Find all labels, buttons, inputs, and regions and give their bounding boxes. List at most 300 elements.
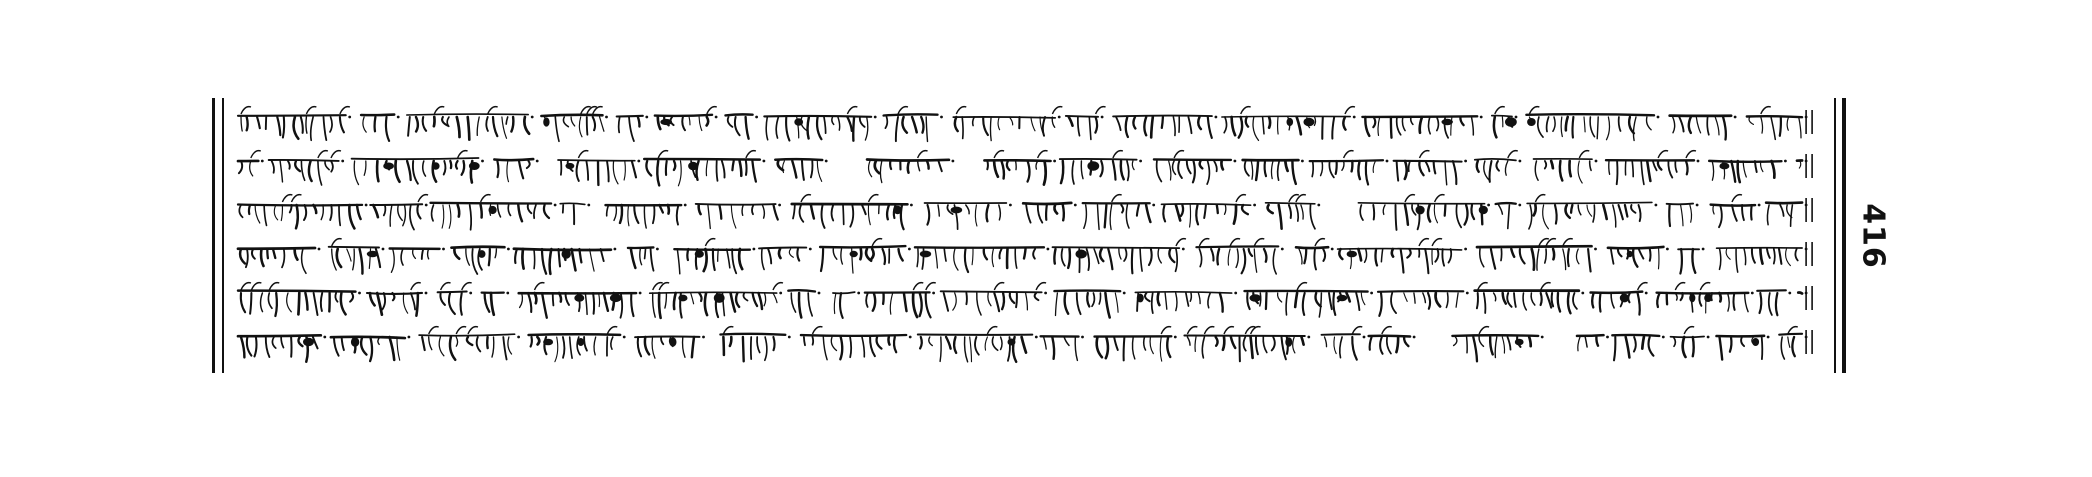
ink-stroke bbox=[1112, 195, 1122, 202]
ink-stroke bbox=[1334, 337, 1336, 354]
ink-stroke bbox=[1113, 161, 1116, 180]
ink-stroke bbox=[898, 107, 908, 114]
ink-stroke bbox=[354, 161, 358, 185]
ink-stroke bbox=[1108, 249, 1112, 269]
ink-stroke bbox=[1100, 161, 1102, 176]
ink-stroke bbox=[987, 205, 989, 221]
ink-stroke bbox=[800, 205, 804, 222]
ink-stroke bbox=[613, 161, 618, 184]
ink-stroke bbox=[1121, 205, 1123, 213]
ink-stroke bbox=[645, 116, 648, 119]
ink-stroke bbox=[1744, 249, 1746, 265]
ink-stroke bbox=[926, 283, 936, 290]
ink-stroke bbox=[791, 293, 795, 312]
ink-stroke bbox=[1310, 205, 1315, 229]
ink-stroke bbox=[1358, 249, 1361, 260]
ink-stroke bbox=[376, 249, 380, 267]
ink-stroke bbox=[678, 295, 687, 302]
ink-stroke bbox=[860, 249, 861, 259]
ink-stroke bbox=[332, 249, 337, 270]
ink-stroke bbox=[872, 239, 882, 246]
ink-stroke bbox=[1603, 205, 1606, 219]
ink-stroke bbox=[1352, 337, 1357, 360]
ink-stroke bbox=[1336, 161, 1337, 174]
ink-stroke bbox=[1573, 293, 1577, 309]
ink-stroke bbox=[432, 205, 434, 221]
ink-stroke bbox=[722, 161, 725, 178]
ink-stroke bbox=[1365, 117, 1369, 136]
ink-stroke bbox=[1139, 160, 1142, 163]
ink-stroke bbox=[1402, 117, 1405, 131]
ink-stroke bbox=[779, 249, 781, 258]
ink-stroke bbox=[972, 249, 973, 265]
ink-stroke bbox=[935, 249, 937, 268]
ink-stroke bbox=[563, 117, 568, 127]
ink-stroke bbox=[1645, 292, 1648, 295]
ink-stroke bbox=[1265, 161, 1266, 176]
ink-stroke bbox=[1337, 295, 1348, 301]
ink-stroke bbox=[1771, 117, 1775, 139]
ink-stroke bbox=[820, 246, 905, 247]
ink-stroke bbox=[1007, 161, 1010, 170]
ink-stroke bbox=[1553, 249, 1554, 259]
ink-stroke bbox=[1060, 159, 1137, 160]
ink-stroke bbox=[1529, 337, 1531, 346]
ink-stroke bbox=[762, 249, 764, 270]
ink-stroke bbox=[992, 249, 993, 267]
ink-stroke bbox=[1594, 248, 1597, 251]
ink-stroke bbox=[1234, 160, 1237, 163]
ink-stroke bbox=[1296, 195, 1306, 202]
ink-stroke bbox=[1245, 327, 1255, 334]
ink-stroke bbox=[1199, 239, 1209, 246]
ink-stroke bbox=[1436, 293, 1441, 306]
ink-stroke bbox=[1499, 205, 1503, 214]
ink-stroke bbox=[1286, 293, 1287, 315]
ink-stroke bbox=[1217, 205, 1218, 213]
ink-stroke bbox=[1681, 205, 1683, 226]
ink-stroke bbox=[314, 293, 318, 315]
ink-stroke bbox=[718, 249, 719, 261]
ink-stroke bbox=[994, 283, 1004, 290]
ink-stroke bbox=[880, 161, 881, 183]
ink-stroke bbox=[801, 117, 807, 131]
ink-stroke bbox=[840, 337, 842, 359]
ink-stroke bbox=[723, 337, 724, 355]
ink-stroke bbox=[365, 204, 368, 207]
ink-stroke bbox=[241, 107, 251, 114]
ink-stroke bbox=[1317, 204, 1320, 207]
ink-stroke bbox=[1641, 161, 1644, 184]
ink-stroke bbox=[732, 161, 733, 170]
ink-stroke bbox=[1289, 205, 1291, 218]
ink-stroke bbox=[731, 205, 736, 228]
ink-stroke bbox=[899, 249, 903, 261]
ink-stroke bbox=[1558, 293, 1560, 312]
ink-stroke bbox=[1292, 161, 1295, 184]
ink-stroke bbox=[1342, 161, 1344, 170]
ink-stroke bbox=[472, 249, 477, 274]
ink-stroke bbox=[352, 158, 479, 159]
ink-stroke bbox=[706, 161, 707, 176]
ink-stroke bbox=[1332, 117, 1334, 139]
ink-stroke bbox=[1054, 205, 1057, 214]
ink-stroke bbox=[929, 337, 933, 346]
ink-stroke bbox=[1617, 161, 1618, 184]
ink-stroke bbox=[1068, 249, 1070, 268]
ink-stroke bbox=[773, 337, 774, 350]
ink-stroke bbox=[1285, 161, 1287, 171]
ink-stroke bbox=[1043, 117, 1045, 136]
ink-stroke bbox=[1312, 161, 1313, 177]
ink-stroke bbox=[390, 337, 395, 360]
ink-stroke bbox=[401, 249, 403, 265]
ink-stroke bbox=[1224, 327, 1234, 334]
ink-stroke bbox=[239, 205, 242, 217]
ink-stroke bbox=[1287, 118, 1294, 126]
ink-stroke bbox=[1391, 117, 1392, 138]
ink-stroke bbox=[1094, 249, 1099, 263]
ink-stroke bbox=[644, 159, 760, 160]
ink-stroke bbox=[1749, 117, 1753, 124]
handwriting-strokes-1 bbox=[232, 104, 1826, 145]
ink-stroke bbox=[1137, 205, 1139, 216]
ink-stroke bbox=[717, 161, 718, 181]
ink-stroke bbox=[621, 293, 623, 318]
ink-stroke bbox=[909, 336, 912, 339]
ink-stroke bbox=[560, 203, 585, 204]
ink-stroke bbox=[586, 161, 588, 180]
ink-stroke bbox=[1074, 204, 1077, 207]
ink-stroke bbox=[1221, 161, 1222, 169]
ink-stroke bbox=[347, 249, 351, 261]
ink-stroke bbox=[452, 247, 505, 248]
ink-stroke bbox=[1062, 249, 1065, 266]
ink-stroke bbox=[804, 337, 805, 345]
ink-stroke bbox=[658, 117, 661, 129]
ink-stroke bbox=[1766, 203, 1802, 204]
ink-stroke bbox=[1779, 249, 1781, 264]
ink-stroke bbox=[1726, 249, 1730, 259]
ink-stroke bbox=[1699, 293, 1701, 306]
ink-stroke bbox=[1065, 293, 1069, 314]
ink-stroke bbox=[1494, 117, 1497, 137]
ink-stroke bbox=[1196, 205, 1198, 224]
ink-stroke bbox=[607, 327, 617, 334]
ink-stroke bbox=[238, 291, 356, 292]
ink-stroke bbox=[528, 205, 532, 213]
ink-stroke bbox=[1087, 293, 1089, 307]
ink-stroke bbox=[422, 337, 425, 350]
ink-stroke bbox=[1370, 292, 1373, 295]
ink-stroke bbox=[631, 293, 633, 316]
ink-stroke bbox=[1543, 205, 1549, 229]
ink-stroke bbox=[1176, 205, 1180, 221]
ink-stroke bbox=[1187, 337, 1190, 345]
ink-stroke bbox=[1304, 118, 1315, 127]
handwriting-strokes-6 bbox=[232, 324, 1826, 365]
ink-stroke bbox=[418, 195, 428, 202]
ink-stroke bbox=[1508, 337, 1511, 350]
ink-stroke bbox=[1419, 239, 1429, 246]
ink-stroke bbox=[1066, 116, 1098, 117]
manuscript-line-4 bbox=[232, 236, 1826, 277]
ink-stroke bbox=[1596, 337, 1598, 346]
ink-stroke bbox=[1505, 117, 1517, 126]
handwriting-strokes-3 bbox=[232, 192, 1826, 233]
ink-stroke bbox=[768, 249, 771, 263]
ink-stroke bbox=[298, 293, 299, 314]
ink-stroke bbox=[1124, 337, 1125, 360]
ink-stroke bbox=[1684, 327, 1694, 334]
ink-stroke bbox=[1578, 161, 1582, 183]
ink-stroke bbox=[1671, 337, 1705, 338]
ink-stroke bbox=[1526, 114, 1654, 115]
ink-stroke bbox=[970, 337, 972, 362]
ink-stroke bbox=[1321, 161, 1323, 176]
ink-stroke bbox=[1578, 205, 1581, 215]
ink-stroke bbox=[1095, 117, 1097, 133]
ink-stroke bbox=[318, 248, 321, 251]
ink-stroke bbox=[1751, 205, 1752, 220]
ink-stroke bbox=[1200, 161, 1203, 168]
ink-stroke bbox=[241, 337, 244, 357]
ink-stroke bbox=[1437, 117, 1439, 131]
ink-stroke bbox=[1241, 107, 1251, 114]
ink-stroke bbox=[887, 205, 889, 219]
ink-stroke bbox=[1273, 249, 1276, 274]
ink-stroke bbox=[1745, 293, 1749, 312]
ink-stroke bbox=[1195, 337, 1196, 351]
ink-stroke bbox=[610, 294, 622, 302]
ink-stroke bbox=[992, 337, 997, 350]
ink-stroke bbox=[1301, 160, 1304, 163]
ink-stroke bbox=[727, 249, 730, 268]
ink-stroke bbox=[831, 337, 836, 351]
ink-stroke bbox=[1144, 117, 1146, 135]
ink-stroke bbox=[1743, 161, 1746, 177]
ink-stroke bbox=[1035, 293, 1039, 300]
ink-stroke bbox=[1667, 204, 1694, 205]
ink-stroke bbox=[793, 205, 795, 219]
ink-stroke bbox=[661, 337, 663, 344]
ink-stroke bbox=[671, 117, 674, 125]
ink-stroke bbox=[1453, 161, 1456, 184]
ink-stroke bbox=[1689, 294, 1695, 303]
ink-stroke bbox=[875, 161, 879, 173]
ink-stroke bbox=[962, 117, 963, 139]
ink-stroke bbox=[1541, 293, 1542, 305]
ink-stroke bbox=[832, 117, 834, 124]
manuscript-line-6 bbox=[232, 324, 1826, 365]
ink-stroke bbox=[431, 203, 552, 204]
ink-stroke bbox=[1751, 292, 1754, 295]
ink-stroke bbox=[1532, 249, 1534, 270]
ink-stroke bbox=[1250, 294, 1262, 301]
ink-stroke bbox=[515, 249, 517, 263]
ink-stroke bbox=[1781, 337, 1784, 359]
ink-stroke bbox=[1242, 205, 1248, 214]
ink-stroke bbox=[808, 117, 809, 139]
ink-stroke bbox=[699, 205, 701, 214]
ink-stroke bbox=[1178, 161, 1182, 178]
ink-stroke bbox=[1696, 204, 1699, 207]
ink-stroke bbox=[1503, 293, 1506, 304]
ink-stroke bbox=[506, 117, 508, 124]
ink-stroke bbox=[489, 206, 497, 214]
ink-stroke bbox=[1199, 249, 1201, 267]
ink-stroke bbox=[926, 293, 931, 317]
ink-stroke bbox=[696, 161, 698, 180]
ink-stroke bbox=[1527, 202, 1652, 203]
ink-stroke bbox=[1016, 293, 1017, 307]
ink-stroke bbox=[866, 293, 868, 307]
ink-stroke bbox=[838, 117, 840, 130]
ink-stroke bbox=[469, 162, 480, 170]
ink-stroke bbox=[999, 249, 1001, 258]
ink-stroke bbox=[1245, 291, 1368, 292]
ink-stroke bbox=[1190, 293, 1191, 301]
ink-stroke bbox=[825, 160, 828, 163]
ink-stroke bbox=[503, 337, 506, 360]
ink-stroke bbox=[699, 117, 702, 131]
ink-stroke bbox=[1254, 249, 1256, 272]
ink-stroke bbox=[1329, 161, 1334, 177]
ink-stroke bbox=[1633, 249, 1637, 267]
ink-stroke bbox=[361, 337, 366, 355]
ink-stroke bbox=[1208, 293, 1210, 308]
ink-stroke bbox=[1697, 160, 1700, 163]
ink-stroke bbox=[1728, 293, 1730, 311]
ink-stroke bbox=[1001, 337, 1002, 350]
ink-stroke bbox=[994, 151, 1004, 158]
ink-stroke bbox=[241, 117, 242, 131]
ink-stroke bbox=[977, 293, 981, 315]
ink-stroke bbox=[707, 117, 709, 126]
ink-stroke bbox=[1407, 249, 1410, 258]
ink-stroke bbox=[927, 161, 929, 169]
ink-stroke bbox=[1733, 293, 1734, 310]
ink-stroke bbox=[1031, 117, 1035, 131]
ink-stroke bbox=[645, 249, 646, 259]
ink-stroke bbox=[1798, 293, 1802, 294]
ink-stroke bbox=[705, 293, 707, 315]
ink-stroke bbox=[1373, 117, 1375, 127]
ink-stroke bbox=[1401, 249, 1404, 273]
ink-stroke bbox=[1464, 248, 1467, 251]
ink-stroke bbox=[1053, 247, 1180, 248]
ink-stroke bbox=[1375, 249, 1377, 265]
ink-stroke bbox=[1545, 249, 1546, 263]
ink-stroke bbox=[1588, 249, 1591, 272]
ink-stroke bbox=[1720, 337, 1723, 360]
ink-stroke bbox=[850, 205, 853, 227]
ink-stroke bbox=[1036, 161, 1038, 169]
ink-stroke bbox=[623, 336, 626, 339]
ink-stroke bbox=[296, 205, 298, 228]
ink-stroke bbox=[334, 337, 339, 356]
ink-stroke bbox=[1776, 293, 1778, 315]
ink-stroke bbox=[1405, 205, 1408, 225]
ink-stroke bbox=[1220, 293, 1223, 312]
ink-stroke bbox=[1033, 249, 1035, 259]
ink-stroke bbox=[1281, 248, 1284, 251]
ink-stroke bbox=[375, 117, 376, 131]
ink-stroke bbox=[1234, 292, 1237, 295]
ink-stroke bbox=[1297, 283, 1307, 290]
ink-stroke bbox=[1738, 161, 1740, 182]
ink-stroke bbox=[871, 249, 873, 259]
ink-stroke bbox=[1787, 117, 1788, 130]
ink-stroke bbox=[699, 293, 701, 301]
ink-stroke bbox=[434, 107, 444, 114]
ink-stroke bbox=[249, 205, 250, 214]
ink-stroke bbox=[329, 247, 379, 248]
ink-stroke bbox=[506, 292, 509, 295]
ink-stroke bbox=[847, 117, 851, 131]
ink-stroke bbox=[1084, 205, 1087, 228]
ink-stroke bbox=[370, 293, 375, 305]
ink-stroke bbox=[1480, 116, 1483, 119]
ink-stroke bbox=[1442, 249, 1444, 266]
ink-stroke bbox=[413, 249, 416, 258]
ink-stroke bbox=[1173, 161, 1176, 174]
ink-stroke bbox=[1490, 161, 1492, 182]
ink-stroke bbox=[1181, 205, 1183, 216]
ink-stroke bbox=[1076, 250, 1087, 259]
ink-stroke bbox=[983, 117, 988, 135]
ink-stroke bbox=[1325, 337, 1327, 347]
ink-stroke bbox=[584, 337, 587, 351]
ink-stroke bbox=[1723, 117, 1726, 140]
ink-stroke bbox=[478, 250, 485, 258]
ink-stroke bbox=[1464, 160, 1467, 163]
ink-stroke bbox=[1553, 117, 1555, 131]
ink-stroke bbox=[646, 161, 651, 176]
manuscript-line-2 bbox=[232, 148, 1826, 189]
ink-stroke bbox=[1106, 337, 1108, 358]
ink-stroke bbox=[330, 117, 332, 132]
ink-stroke bbox=[563, 337, 565, 358]
ink-stroke bbox=[813, 327, 823, 334]
ink-stroke bbox=[555, 337, 558, 362]
ink-stroke bbox=[1653, 161, 1657, 170]
ink-stroke bbox=[1245, 161, 1249, 176]
ink-stroke bbox=[1719, 205, 1722, 227]
ink-stroke bbox=[1176, 239, 1186, 246]
ink-stroke bbox=[1077, 293, 1081, 314]
ink-stroke bbox=[655, 115, 712, 116]
ink-stroke bbox=[1132, 249, 1133, 273]
ink-stroke bbox=[363, 117, 366, 132]
ink-stroke bbox=[535, 283, 545, 290]
ink-stroke bbox=[456, 337, 457, 346]
ink-stroke bbox=[1396, 337, 1398, 352]
ink-stroke bbox=[1405, 161, 1407, 179]
ink-stroke bbox=[266, 337, 270, 357]
ink-stroke bbox=[1144, 337, 1146, 350]
ink-stroke bbox=[1647, 117, 1652, 130]
ink-stroke bbox=[450, 337, 455, 360]
ink-stroke bbox=[1758, 204, 1761, 207]
ink-stroke bbox=[1628, 293, 1630, 302]
ink-stroke bbox=[534, 249, 535, 269]
ink-stroke bbox=[429, 327, 439, 334]
ink-stroke bbox=[1253, 204, 1256, 207]
ink-stroke bbox=[1285, 337, 1292, 347]
ink-stroke bbox=[1412, 205, 1416, 215]
ink-stroke bbox=[350, 293, 353, 302]
